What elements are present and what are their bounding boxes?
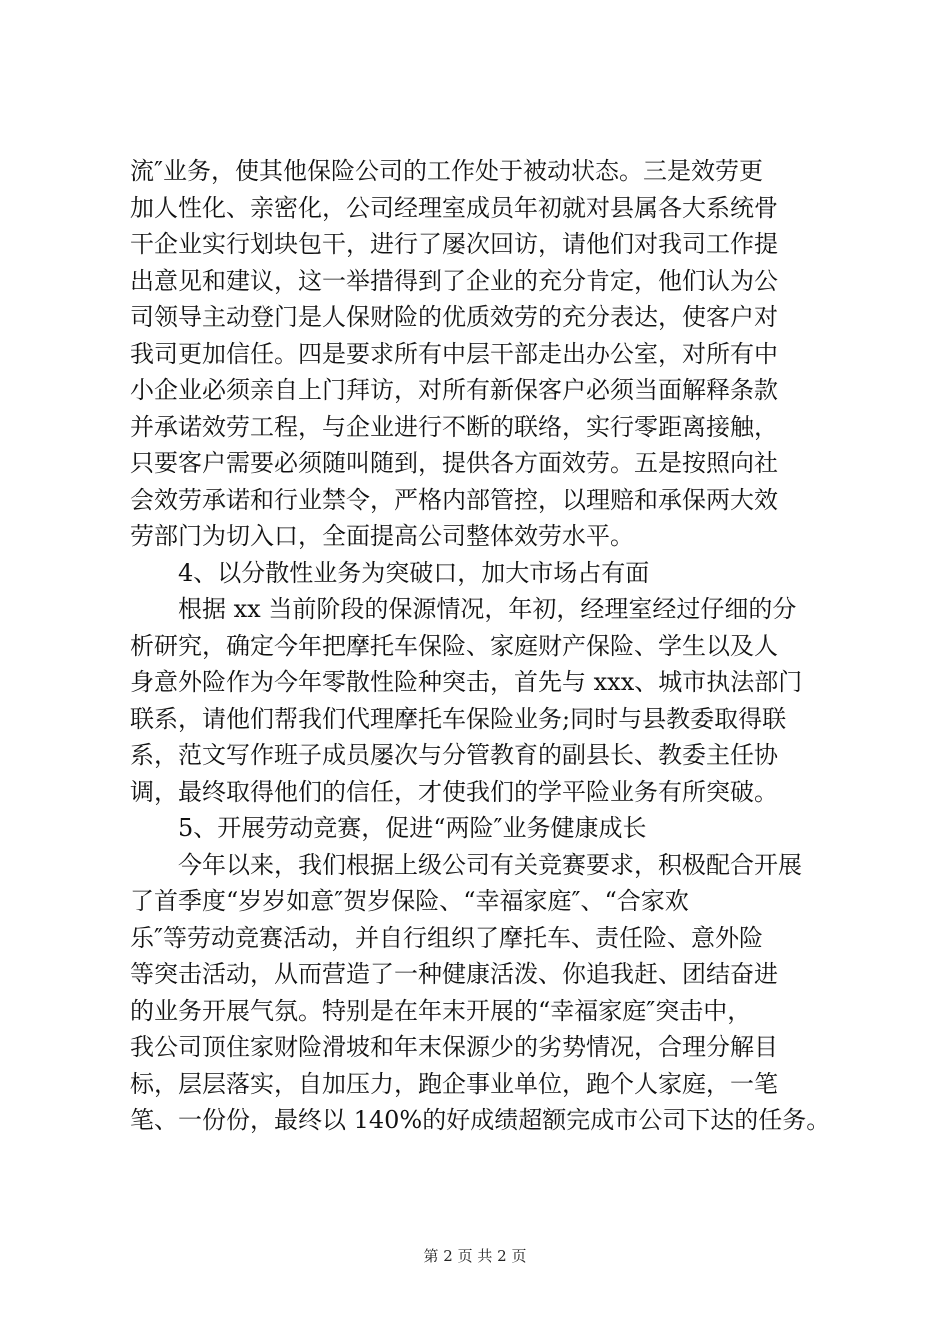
text-line: 乐″等劳动竞赛活动，并自行组织了摩托车、责任险、意外险 bbox=[130, 923, 763, 952]
text-line: 笔、一份份，最终以 140%的好成绩超额完成市公司下达的任务。 bbox=[130, 1106, 831, 1134]
text-line: 等突击活动，从而营造了一种健康活泼、你追我赶、团结奋进 bbox=[130, 960, 778, 988]
text-line: 干企业实行划块包干，进行了屡次回访，请他们对我司工作提 bbox=[130, 230, 778, 258]
text-line: 标，层层落实，自加压力，跑企事业单位，跑个人家庭，一笔 bbox=[130, 1069, 778, 1098]
text-line: 的业务开展气氛。特别是在年末开展的“幸福家庭″突击中， bbox=[130, 996, 752, 1025]
text-line: 小企业必须亲自上门拜访，对所有新保客户必须当面解释条款 bbox=[130, 376, 778, 404]
text-line: 系，范文写作班子成员屡次与分管教育的副县长、教委主任协 bbox=[130, 741, 778, 769]
text-line: 司领导主动登门是人保财险的优质效劳的充分表达，使客户对 bbox=[130, 303, 778, 331]
text-line: 身意外险作为今年零散性险种突击，首先与 xxx、城市执法部门 bbox=[130, 668, 803, 696]
text-line: 联系，请他们帮我们代理摩托车保险业务;同时与县教委取得联 bbox=[130, 704, 787, 733]
text-line: 会效劳承诺和行业禁令，严格内部管控，以理赔和承保两大效 bbox=[130, 485, 778, 514]
text-line: 析研究，确定今年把摩托车保险、家庭财产保险、学生以及人 bbox=[130, 631, 778, 660]
text-line: 我司更加信任。四是要求所有中层干部走出办公室，对所有中 bbox=[130, 339, 778, 368]
text-line: 劳部门为切入口，全面提高公司整体效劳水平。 bbox=[130, 522, 634, 550]
section-heading: 4、以分散性业务为突破口，加大市场占有面 bbox=[130, 558, 650, 587]
text-line: 出意见和建议，这一举措得到了企业的充分肯定，他们认为公 bbox=[130, 266, 778, 295]
text-line: 了首季度“岁岁如意″贺岁保险、“幸福家庭″、“合家欢 bbox=[130, 887, 689, 915]
text-line: 今年以来，我们根据上级公司有关竞赛要求，积极配合开展 bbox=[130, 850, 802, 879]
section-heading: 5、开展劳动竞赛，促进“两险″业务健康成长 bbox=[130, 814, 647, 842]
document-body bbox=[130, 153, 870, 1139]
text-line: 流″业务，使其他保险公司的工作处于被动状态。三是效劳更 bbox=[130, 157, 763, 185]
text-line: 只要客户需要必须随叫随到，提供各方面效劳。五是按照向社 bbox=[130, 449, 778, 477]
text-line: 调，最终取得他们的信任，才使我们的学平险业务有所突破。 bbox=[130, 777, 778, 806]
text-line: 并承诺效劳工程，与企业进行不断的联络，实行零距离接触， bbox=[130, 412, 778, 441]
text-line: 根据 xx 当前阶段的保源情况，年初，经理室经过仔细的分 bbox=[130, 595, 797, 623]
text-line: 加人性化、亲密化，公司经理室成员年初就对县属各大系统骨 bbox=[130, 193, 778, 222]
text-line: 我公司顶住家财险滑坡和年末保源少的劣势情况，合理分解目 bbox=[130, 1033, 778, 1061]
page-footer: 第 2 页 共 2 页 bbox=[423, 1247, 527, 1265]
